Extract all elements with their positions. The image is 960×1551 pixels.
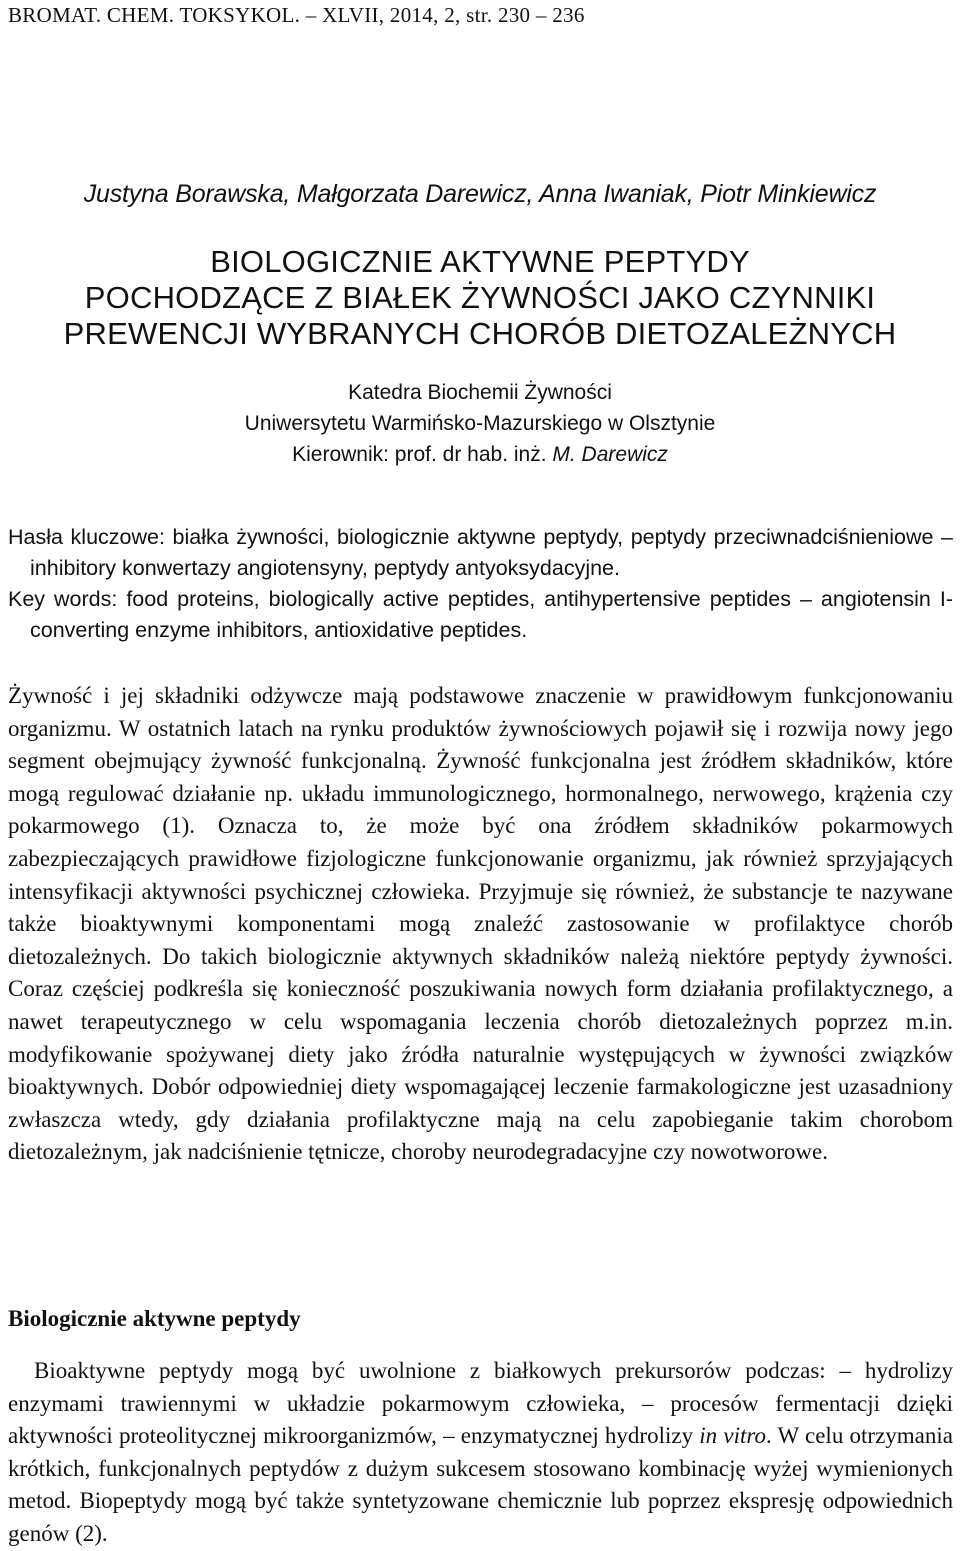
section-body (8, 1355, 953, 1551)
head-label: Kierownik: prof. dr hab. inż. (292, 443, 553, 466)
journal-citation-header: BROMAT. CHEM. TOKSYKOL. – XLVII, 2014, 2, str. 230 – 236 (8, 3, 585, 27)
title-line: PREWENCJI WYBRANYCH CHORÓB DIETOZALEŻNYCH (63, 316, 897, 351)
head-name: M. Darewicz (552, 443, 668, 466)
section-paragraph (8, 1355, 953, 1551)
keywords-polish: Hasła kluczowe: białka żywności, biologicznie aktywne peptydy, peptydy przeciwnadciśnieniowe – inhibitory konwertazy angiotensyny, peptydy antyoksydacyjne. (8, 525, 953, 580)
article-title (0, 244, 960, 352)
section-heading: Biologicznie aktywne peptydy (8, 1306, 301, 1331)
section-text-italic: in vitro (699, 1423, 766, 1449)
title-line: POCHODZĄCE Z BIAŁEK ŻYWNOŚCI JAKO CZYNNIKI (84, 280, 876, 315)
keywords-english: Key words: food proteins, biologically active peptides, antihypertensive peptides – angiotensin I-converting enzyme inhibitors, antioxidative peptides. (8, 587, 953, 642)
affiliation-block (0, 377, 960, 470)
keywords-block (8, 522, 953, 646)
title-line: BIOLOGICZNIE AKTYWNE PEPTYDY (210, 244, 750, 279)
section-text-part2: . W celu otrzymania krótkich, funkcjonalnych peptydów z dużym sukcesem stosowano kombinację wyżej wymienionych metod. Biopeptydy mogą być także syntetyzowane chemicznie lub poprzez ekspresję odpowiednich genów (2). (8, 1423, 953, 1546)
author-list: Justyna Borawska, Małgorzata Darewicz, Anna Iwaniak, Piotr Minkiewicz (83, 180, 877, 208)
section-text-part1: Bioaktywne peptydy mogą być uwolnione z białkowych prekursorów podczas: – hydrolizy enzymami trawiennymi w układzie pokarmowym człowieka, – procesów fermentacji dzięki aktywności proteolitycznej mikroorganizmów, – enzymatycznej hydrolizy (8, 1358, 953, 1449)
introduction (8, 680, 953, 1169)
university-name: Uniwersytetu Warmińsko-Mazurskiego w Olsztynie (244, 412, 716, 435)
department-head (0, 439, 960, 470)
department-name: Katedra Biochemii Żywności (348, 381, 612, 404)
intro-paragraph: Żywność i jej składniki odżywcze mają podstawowe znaczenie w prawidłowym funkcjonowaniu organizmu. W ostatnich latach na rynku produktów żywnościowych pojawił się i rozwija nowy jego segment obejmujący żywność funkcjonalną. Żywność funkcjonalna jest źródłem składników, które mogą regulować działanie np. układu immunologicznego, hormonalnego, nerwowego, krążenia czy pokarmowego (1). Oznacza to, że może być ona źródłem składników pokarmowych zabezpieczających prawidłowe fizjologiczne funkcjonowanie organizmu, jak również sprzyjających intensyfikacji aktywności psychicznej człowieka. Przyjmuje się również, że substancje te nazywane także bioaktywnymi komponentami mogą znaleźć zastosowanie w profilaktyce chorób dietozależnych. Do takich biologicznie aktywnych składników należą niektóre peptydy żywności. Coraz częściej podkreśla się konieczność poszukiwania nowych form działania profilaktycznego, a nawet terapeutycznego w celu wspomagania leczenia chorób dietozależnych poprzez m.in. modyfikowanie spożywanej diety jako źródła naturalnie występujących w żywności związków bioaktywnych. Dobór odpowiedniej diety wspomagającej leczenie farmakologiczne jest uzasadniony zwłaszcza wtedy, gdy działania profilaktyczne mają na celu zapobieganie takim chorobom dietozależnym, jak nadciśnienie tętnicze, choroby neurodegradacyjne czy nowotworowe. (8, 683, 953, 1165)
